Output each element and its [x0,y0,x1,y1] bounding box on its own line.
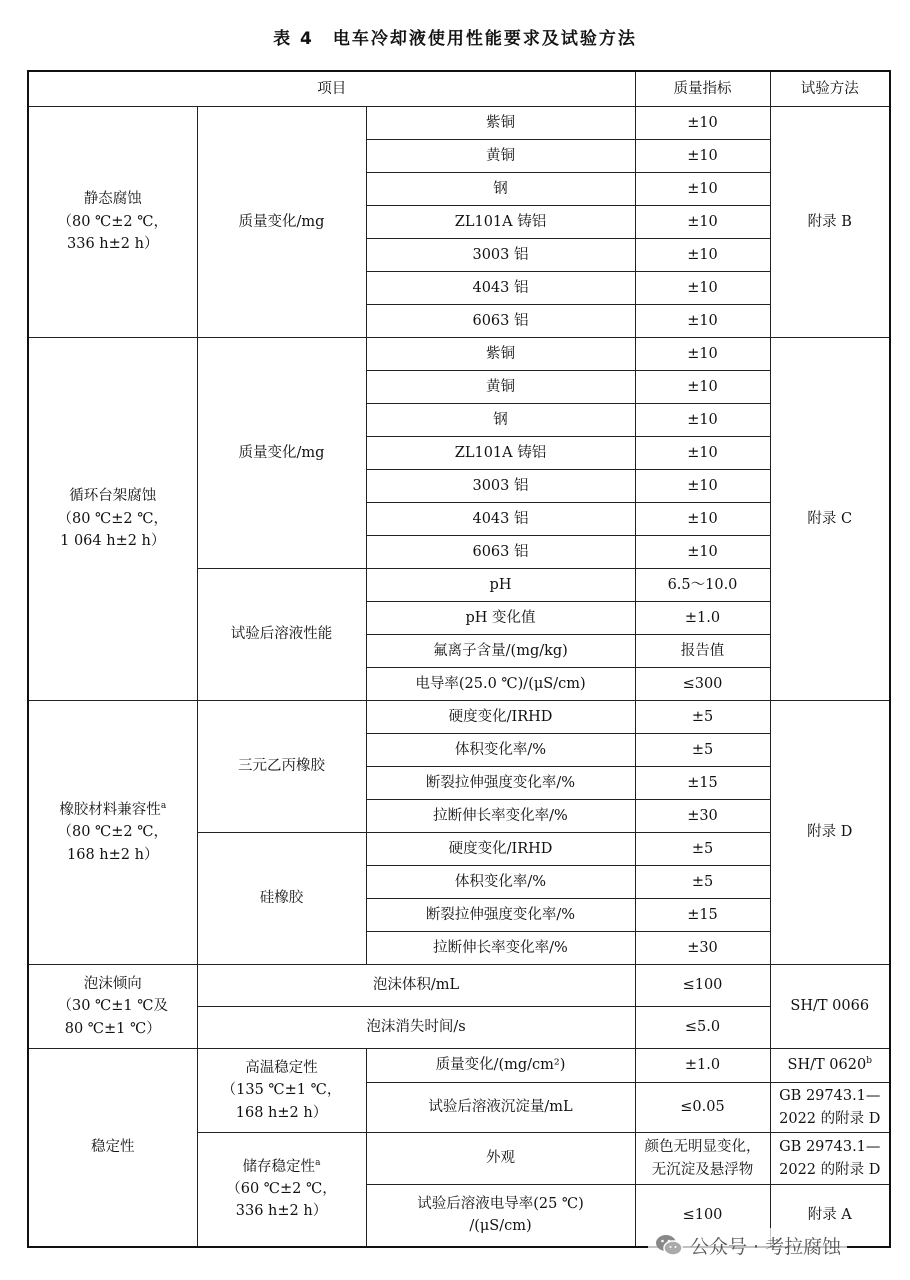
value-cell: ±10 [635,371,770,404]
item-cell: 电导率(25.0 ℃)/(μS/cm) [366,668,635,701]
static-mass-change: 质量变化/mg [197,107,366,338]
metal-cell: ZL101A 铸铝 [366,206,635,239]
table-title: 表 4 电车冷却液使用性能要求及试验方法 [273,29,637,49]
table-row [28,1049,890,1083]
value-cell: ±30 [635,800,770,833]
header-method: 试验方法 [770,71,890,107]
value-cell: ±10 [635,536,770,569]
performance-table [27,70,891,1248]
metal-cell: ZL101A 铸铝 [366,437,635,470]
item-cell: 质量变化/(mg/cm²) [366,1049,635,1083]
item-cell: 氟离子含量/(mg/kg) [366,635,635,668]
storage-stability-cell: 储存稳定性$^a$ （60 ℃±2 ℃， 336 h±2 h） [197,1133,366,1247]
metal-cell: 3003 铝 [366,470,635,503]
epdm-cell: 三元乙丙橡胶 [197,701,366,833]
table-row [28,701,890,734]
value-cell: ±30 [635,932,770,965]
value-cell: ±10 [635,503,770,536]
metal-cell: 钢 [366,173,635,206]
metal-cell: 6063 铝 [366,536,635,569]
value-cell: ±10 [635,305,770,338]
value-cell: 报告值 [635,635,770,668]
item-cell: 断裂拉伸强度变化率/% [366,899,635,932]
method-cell: 附录 A [770,1185,890,1247]
value-cell: ±15 [635,767,770,800]
value-cell: ±10 [635,338,770,371]
metal-cell: 黄铜 [366,371,635,404]
metal-cell: 4043 铝 [366,272,635,305]
value-cell: ±1.0 [635,1049,770,1083]
metal-cell: 6063 铝 [366,305,635,338]
table-row [28,338,890,371]
value-cell: 颜色无明显变化， 无沉淀及悬浮物 [635,1133,770,1185]
header-quality: 质量指标 [635,71,770,107]
value-cell: ±1.0 [635,602,770,635]
value-cell: ±10 [635,404,770,437]
item-cell: 泡沫体积/mL [197,965,635,1007]
value-cell: ±10 [635,239,770,272]
value-cell: ≤300 [635,668,770,701]
metal-cell: 4043 铝 [366,503,635,536]
method-cell: SH/T 0066 [770,965,890,1049]
value-cell: ≤5.0 [635,1007,770,1049]
value-cell: ≤100 [635,965,770,1007]
item-cell: 泡沫消失时间/s [197,1007,635,1049]
item-cell: pH 变化值 [366,602,635,635]
metal-cell: 3003 铝 [366,239,635,272]
value-cell: ±10 [635,206,770,239]
silicone-cell: 硅橡胶 [197,833,366,965]
value-cell: ±5 [635,734,770,767]
metal-cell: 黄铜 [366,140,635,173]
table-row [28,107,890,140]
item-cell: 硬度变化/IRHD [366,701,635,734]
item-cell: 体积变化率/% [366,866,635,899]
high-temp-stability-cell: 高温稳定性 （135 ℃±1 ℃， 168 h±2 h） [197,1049,366,1133]
method-cell: 附录 D [770,701,890,965]
cycle-mass-change: 质量变化/mg [197,338,366,569]
value-cell: ±10 [635,173,770,206]
value-cell: ±5 [635,701,770,734]
value-cell: ±10 [635,470,770,503]
method-cell: 附录 C [770,338,890,701]
value-cell: ±5 [635,866,770,899]
watermark [648,1228,847,1262]
value-cell: ±5 [635,833,770,866]
cycle-corrosion-cell: 循环台架腐蚀 （80 ℃±2 ℃， 1 064 h±2 h） [28,338,197,701]
item-cell: 硬度变化/IRHD [366,833,635,866]
metal-cell: 紫铜 [366,338,635,371]
wechat-icon [654,1232,684,1258]
metal-cell: 紫铜 [366,107,635,140]
header-row [28,71,890,107]
value-cell: ±15 [635,899,770,932]
item-cell: 试验后溶液沉淀量/mL [366,1083,635,1133]
item-cell: 试验后溶液电导率(25 ℃) /(μS/cm) [366,1185,635,1247]
method-cell: SH/T 0620$^b$ [770,1049,890,1083]
value-cell: ±10 [635,272,770,305]
rubber-compat-cell: 橡胶材料兼容性$^a$ （80 ℃±2 ℃， 168 h±2 h） [28,701,197,965]
value-cell: ≤100 [635,1185,770,1247]
item-cell: 体积变化率/% [366,734,635,767]
item-cell: 外观 [366,1133,635,1185]
value-cell: ±10 [635,140,770,173]
stability-cell: 稳定性 [28,1049,197,1247]
method-cell: GB 29743.1— 2022 的附录 D [770,1133,890,1185]
static-corrosion-cell: 静态腐蚀 （80 ℃±2 ℃， 336 h±2 h） [28,107,197,338]
value-cell: ≤0.05 [635,1083,770,1133]
value-cell: 6.5～10.0 [635,569,770,602]
method-cell: 附录 B [770,107,890,338]
method-cell: GB 29743.1— 2022 的附录 D [770,1083,890,1133]
watermark-text: 公众号 · 考拉腐蚀 [690,1235,842,1258]
foam-cell: 泡沫倾向 （30 ℃±1 ℃及 80 ℃±1 ℃） [28,965,197,1049]
header-item: 项目 [28,71,635,107]
item-cell: pH [366,569,635,602]
item-cell: 断裂拉伸强度变化率/% [366,767,635,800]
metal-cell: 钢 [366,404,635,437]
table-row [28,965,890,1007]
value-cell: ±10 [635,437,770,470]
solution-performance-cell: 试验后溶液性能 [197,569,366,701]
item-cell: 拉断伸长率变化率/% [366,932,635,965]
value-cell: ±10 [635,107,770,140]
item-cell: 拉断伸长率变化率/% [366,800,635,833]
